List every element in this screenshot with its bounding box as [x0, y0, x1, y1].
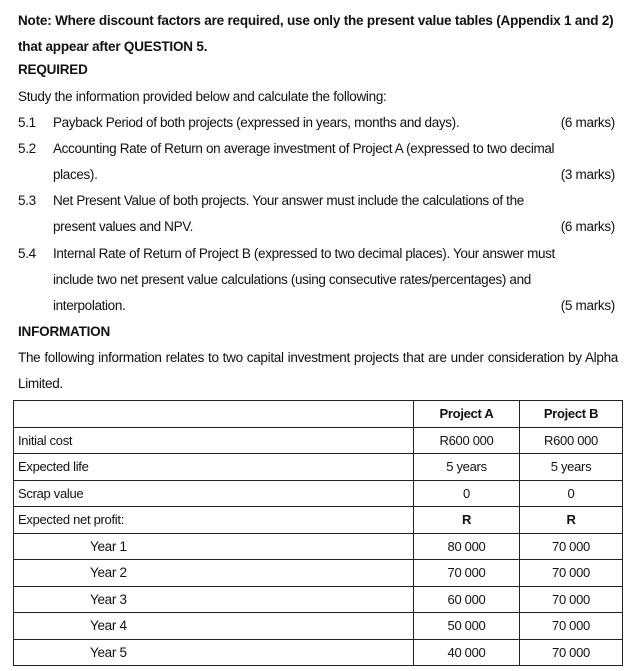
- header-project-a: Project A: [414, 401, 520, 428]
- question-marks: (3 marks): [560, 167, 615, 182]
- project-a-value: 40 000: [414, 639, 520, 666]
- table-row-year: [14, 639, 623, 666]
- year-label: Year 2: [14, 560, 414, 587]
- table-row-year: [14, 613, 623, 640]
- note-paragraph: [18, 8, 622, 60]
- question-line: places).: [53, 167, 98, 182]
- project-b-value: 70 000: [520, 586, 623, 613]
- header-project-b: Project B: [520, 401, 623, 428]
- project-b-value: 5 years: [520, 454, 623, 481]
- project-b-value: R: [520, 507, 623, 534]
- project-b-value: 70 000: [520, 560, 623, 587]
- project-b-value: 70 000: [520, 613, 623, 640]
- question-line: interpolation.: [53, 298, 126, 313]
- project-a-value: 50 000: [414, 613, 520, 640]
- information-heading: INFORMATION: [18, 324, 111, 339]
- question-line: Accounting Rate of Return on average investment of Project A (expressed to two decimal: [53, 141, 555, 156]
- question-line: Net Present Value of both projects. Your answer must include the calculations of the: [53, 193, 524, 208]
- project-a-value: 80 000: [414, 533, 520, 560]
- project-a-value: 0: [414, 480, 520, 507]
- project-table: [13, 400, 623, 666]
- required-heading: REQUIRED: [18, 62, 88, 77]
- project-a-value: 70 000: [414, 560, 520, 587]
- table-row-year: [14, 586, 623, 613]
- question-line: present values and NPV.: [53, 219, 194, 234]
- table-row-year: [14, 533, 623, 560]
- project-a-value: R600 000: [414, 427, 520, 454]
- table-row: [14, 454, 623, 481]
- note-text-b: , use only the present value tables (Appendix 1 and 2) that appear after QUESTION 5.: [18, 13, 614, 54]
- row-label: Scrap value: [14, 480, 414, 507]
- table-row: [14, 507, 623, 534]
- question-number: 5.4: [18, 246, 36, 261]
- question-line: Internal Rate of Return of Project B (expressed to two decimal places). Your answer must: [53, 246, 555, 261]
- question-marks: (6 marks): [560, 219, 615, 234]
- table-row: [14, 427, 623, 454]
- header-blank: [14, 401, 414, 428]
- question-marks: (5 marks): [560, 298, 615, 313]
- question-number: 5.1: [18, 115, 36, 130]
- row-label: Expected life: [14, 454, 414, 481]
- project-b-value: 70 000: [520, 639, 623, 666]
- question-number: 5.3: [18, 193, 36, 208]
- question-line: Payback Period of both projects (expressed in years, months and days).: [53, 115, 460, 130]
- table-header-row: [14, 401, 623, 428]
- project-a-value: 60 000: [414, 586, 520, 613]
- question-number: 5.2: [18, 141, 36, 156]
- year-label: Year 3: [14, 586, 414, 613]
- project-b-value: 70 000: [520, 533, 623, 560]
- project-b-value: R600 000: [520, 427, 623, 454]
- row-label: Expected net profit:: [14, 507, 414, 534]
- year-label: Year 5: [14, 639, 414, 666]
- row-label: Initial cost: [14, 427, 414, 454]
- note-strong: discount factors are required: [98, 13, 280, 28]
- table-row-year: [14, 560, 623, 587]
- question-marks: (6 marks): [560, 115, 615, 130]
- project-a-value: 5 years: [414, 454, 520, 481]
- question-line: include two net present value calculations (using consecutive rates/percentages) and: [53, 272, 531, 287]
- project-a-value: R: [414, 507, 520, 534]
- table-row: [14, 480, 623, 507]
- note-text-a: Where: [55, 13, 96, 28]
- required-intro: Study the information provided below and calculate the following:: [18, 89, 387, 104]
- project-b-value: 0: [520, 480, 623, 507]
- year-label: Year 1: [14, 533, 414, 560]
- year-label: Year 4: [14, 613, 414, 640]
- information-paragraph: The following information relates to two capital investment projects that are under consideration by Alpha Limited.: [18, 350, 618, 391]
- note-prefix: Note:: [18, 13, 52, 28]
